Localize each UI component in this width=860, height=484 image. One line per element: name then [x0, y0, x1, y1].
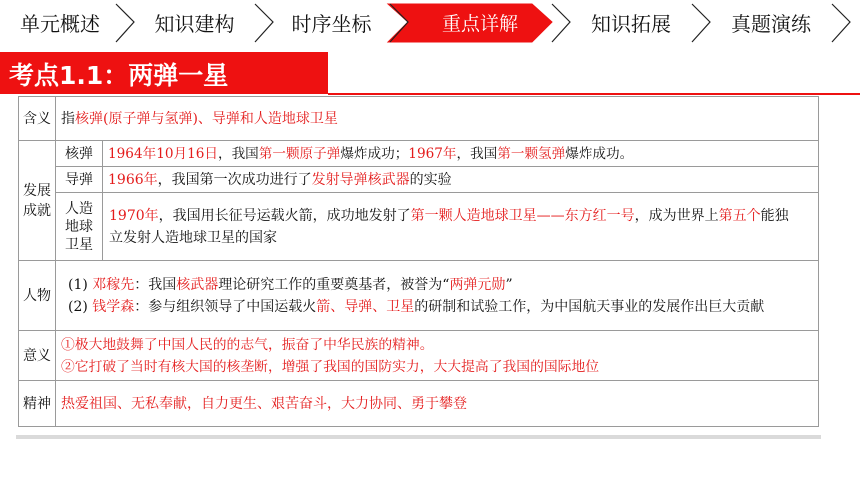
row-missile [19, 167, 819, 193]
label-meaning: 含义 [19, 97, 56, 141]
nav-tab-timeline[interactable]: 时序坐标 [291, 11, 372, 36]
spirit-text: 热爱祖国、无私奉献，自力更生、艰苦奋斗，大力协同、勇于攀登 [56, 381, 819, 427]
significance-line-1: ①极大地鼓舞了中国人民的的志气，振奋了中华民族的精神。 [61, 336, 434, 353]
nav-tab-knowledge-extension[interactable]: 知识拓展 [591, 11, 671, 36]
satellite-text: 1970年，我国用长征号运载火箭，成功地发射了第一颗人造地球卫星——东方红一号，成为世界上第五个能独立发射人造地球卫星的国家 [103, 193, 819, 261]
content-table [18, 96, 819, 427]
label-development: 发展成就 [19, 141, 56, 261]
nav-tab-unit-overview[interactable]: 单元概述 [20, 11, 100, 36]
bottom-shadow-bar [16, 435, 821, 439]
row-people [19, 261, 819, 331]
row-meaning [19, 97, 819, 141]
sublabel-nuclear: 核弹 [56, 141, 103, 167]
label-people: 人物 [19, 261, 56, 331]
sublabel-missile: 导弹 [56, 167, 103, 193]
label-significance: 意义 [19, 331, 56, 381]
significance-text [56, 331, 819, 381]
row-nuclear [19, 141, 819, 167]
label-spirit: 精神 [19, 381, 56, 427]
chevron-divider-4 [552, 4, 570, 42]
sublabel-satellite: 人造地球卫星 [56, 193, 103, 261]
row-satellite [19, 193, 819, 261]
nav-tab-exam-practice[interactable]: 真题演练 [731, 11, 811, 36]
person-qian: (2) 钱学森：参与组织领导了中国运载火箭、导弹、卫星的研制和试验工作，为中国航天事业的发展作出巨大贡献 [68, 298, 765, 315]
chevron-divider-5 [692, 4, 710, 42]
nav-tab-knowledge-construction[interactable]: 知识建构 [154, 11, 235, 36]
meaning-text [56, 97, 819, 141]
meaning-highlight: 核弹(原子弹与氢弹)、导弹和人造地球卫星 [75, 110, 338, 127]
significance-line-2: ②它打破了当时有核大国的核垄断，增强了我国的国防实力，大大提高了我国的国际地位 [61, 358, 600, 375]
chevron-divider-2 [255, 4, 273, 42]
missile-text: 1966年，我国第一次成功进行了发射导弹核武器的实验 [103, 167, 819, 193]
banner-underline [328, 93, 860, 95]
nav-tab-key-points[interactable]: 重点详解 [441, 12, 518, 35]
person-deng: (1) 邓稼先：我国核武器理论研究工作的重要奠基者，被誉为“两弹元勋” [68, 276, 513, 293]
people-text [56, 261, 819, 331]
chevron-divider-1 [116, 4, 134, 42]
row-significance [19, 331, 819, 381]
chevron-divider-6 [832, 4, 850, 42]
topic-title: 考点1.1：两弹一星 [9, 61, 229, 90]
top-navigation [0, 0, 860, 44]
nuclear-text: 1964年10月16日，我国第一颗原子弹爆炸成功；1967年，我国第一颗氢弹爆炸成功。 [103, 141, 819, 167]
row-spirit [19, 381, 819, 427]
meaning-prefix: 指 [61, 110, 75, 127]
